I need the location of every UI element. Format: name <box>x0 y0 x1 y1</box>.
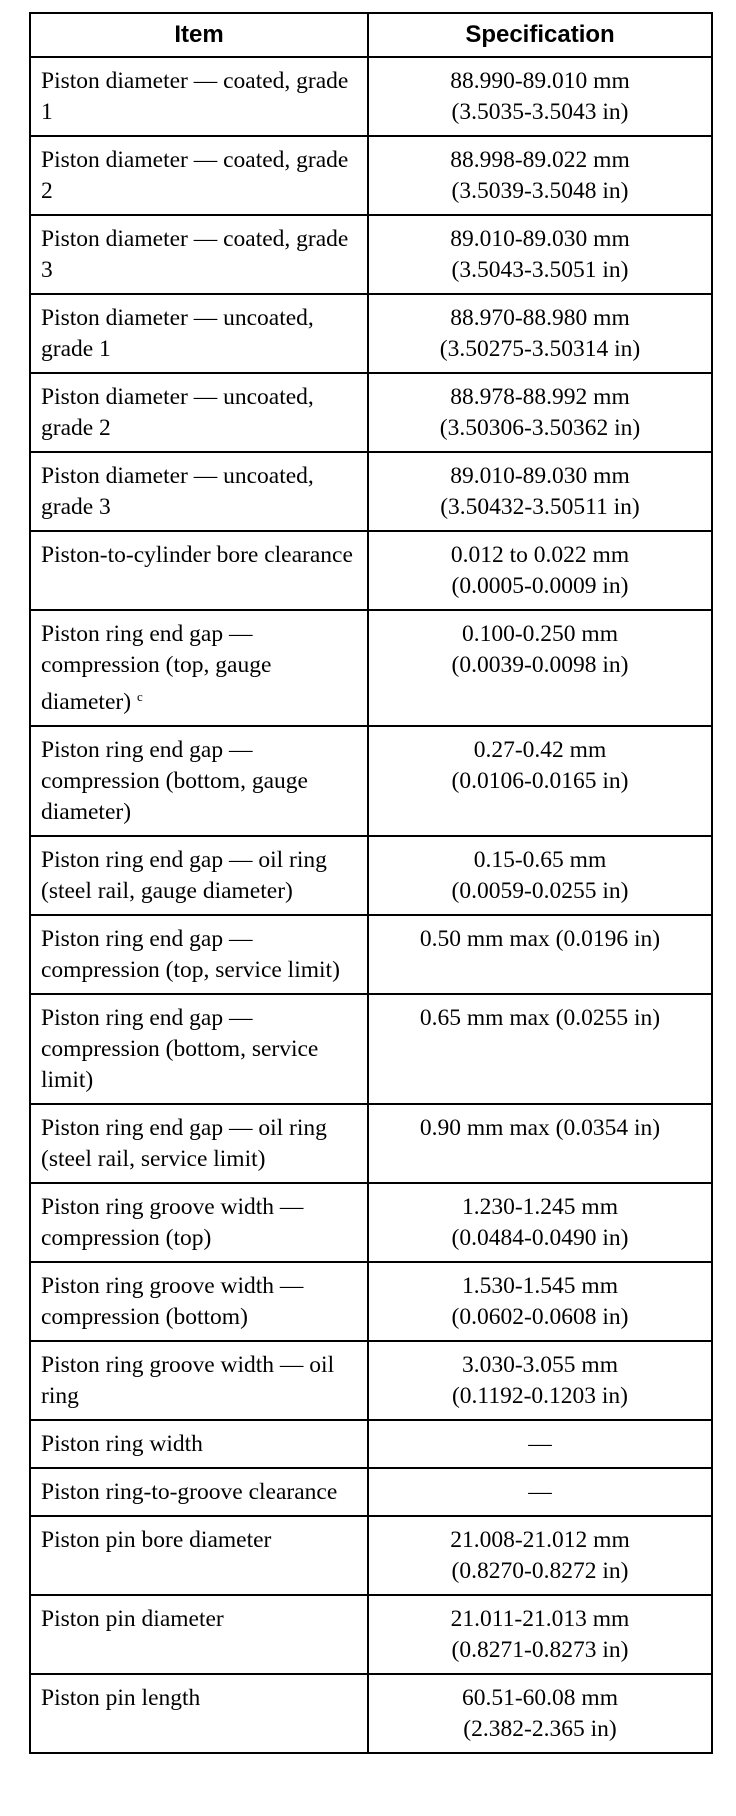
item-label: Piston-to-cylinder bore clearance <box>41 542 353 568</box>
spec-table <box>29 12 713 1754</box>
specification-cell <box>368 1595 712 1674</box>
item-label: Piston pin bore diameter <box>41 1527 272 1553</box>
item-cell <box>30 610 368 726</box>
table-row <box>30 1341 712 1420</box>
item-cell <box>30 215 368 294</box>
specification-value: (3.5035-3.5043 in) <box>451 99 629 125</box>
specification-value: (0.1192-0.1203 in) <box>451 1383 628 1409</box>
specification-cell <box>368 1262 712 1341</box>
table-row <box>30 610 712 726</box>
specification-value: (0.0602-0.0608 in) <box>451 1304 629 1330</box>
specification-value: 0.90 mm max (0.0354 in) <box>419 1115 661 1141</box>
specification-value: (3.50275-3.50314 in) <box>439 336 641 362</box>
specification-cell <box>368 610 712 726</box>
specification-value: 88.998-89.022 mm <box>450 147 630 173</box>
table-row <box>30 1262 712 1341</box>
item-cell <box>30 915 368 994</box>
specification-cell <box>368 915 712 994</box>
item-label: Piston ring groove width — compression (bottom) <box>41 1273 304 1330</box>
item-label: Piston pin diameter <box>41 1606 224 1632</box>
specification-value: — <box>528 1479 552 1505</box>
item-cell <box>30 994 368 1104</box>
item-cell <box>30 1262 368 1341</box>
item-cell <box>30 1516 368 1595</box>
item-label: Piston ring width <box>41 1431 203 1457</box>
item-cell <box>30 726 368 836</box>
specification-value: (2.382-2.365 in) <box>463 1716 617 1742</box>
specification-cell <box>368 136 712 215</box>
item-cell <box>30 531 368 610</box>
item-cell <box>30 1104 368 1183</box>
specification-cell <box>368 531 712 610</box>
specification-value: 60.51-60.08 mm <box>461 1685 618 1711</box>
item-cell <box>30 1420 368 1468</box>
item-label: Piston diameter — uncoated, grade 3 <box>41 463 314 520</box>
table-row <box>30 57 712 136</box>
specification-value: 0.15-0.65 mm <box>473 847 607 873</box>
header-item: Item <box>30 13 368 57</box>
specification-cell <box>368 1516 712 1595</box>
item-label: Piston pin length <box>41 1685 201 1711</box>
specification-value: 1.530-1.545 mm <box>461 1273 618 1299</box>
specification-value: (0.0005-0.0009 in) <box>451 573 629 599</box>
specification-value: (3.50432-3.50511 in) <box>440 494 640 520</box>
header-row <box>30 13 712 57</box>
specification-value: 88.970-88.980 mm <box>450 305 630 331</box>
specification-value: 89.010-89.030 mm <box>450 226 630 252</box>
item-label: Piston diameter — uncoated, grade 1 <box>41 305 314 362</box>
table-row <box>30 136 712 215</box>
table-row <box>30 915 712 994</box>
item-label: Piston diameter — coated, grade 1 <box>41 68 349 125</box>
item-label: Piston ring groove width — oil ring <box>41 1352 335 1409</box>
specification-cell <box>368 1420 712 1468</box>
item-label: Piston ring end gap — compression (bottom, service limit) <box>41 1005 319 1093</box>
specification-cell <box>368 1341 712 1420</box>
specification-value: 88.978-88.992 mm <box>450 384 630 410</box>
item-label: Piston diameter — coated, grade 2 <box>41 147 349 204</box>
table-row <box>30 1183 712 1262</box>
specification-value: 0.100-0.250 mm <box>461 621 618 647</box>
specification-cell <box>368 726 712 836</box>
item-cell <box>30 1468 368 1516</box>
item-label: Piston diameter — uncoated, grade 2 <box>41 384 314 441</box>
specification-cell <box>368 1104 712 1183</box>
specification-value: (0.8270-0.8272 in) <box>451 1558 629 1584</box>
item-label: Piston ring end gap — compression (top, service limit) <box>41 926 340 983</box>
specification-value: 0.27-0.42 mm <box>473 737 607 763</box>
specification-cell <box>368 1674 712 1753</box>
specification-value: (3.50306-3.50362 in) <box>439 415 641 441</box>
item-cell <box>30 1183 368 1262</box>
item-cell <box>30 1674 368 1753</box>
table-row <box>30 215 712 294</box>
specification-value: 1.230-1.245 mm <box>461 1194 618 1220</box>
specification-value: (0.0039-0.0098 in) <box>451 652 629 678</box>
table-row <box>30 1420 712 1468</box>
specification-value: 88.990-89.010 mm <box>450 68 630 94</box>
specification-value: (0.0484-0.0490 in) <box>451 1225 629 1251</box>
specification-cell <box>368 452 712 531</box>
specification-cell <box>368 57 712 136</box>
item-label: Piston diameter — coated, grade 3 <box>41 226 349 283</box>
table-row <box>30 452 712 531</box>
item-label: Piston ring groove width — compression (top) <box>41 1194 304 1251</box>
specification-value: (0.8271-0.8273 in) <box>451 1637 629 1663</box>
specification-value: 0.50 mm max (0.0196 in) <box>419 926 661 952</box>
specification-cell <box>368 1183 712 1262</box>
specification-value: (0.0106-0.0165 in) <box>451 768 629 794</box>
table-row <box>30 294 712 373</box>
specification-value: 0.012 to 0.022 mm <box>450 542 630 568</box>
specification-value: (3.5039-3.5048 in) <box>451 178 629 204</box>
specification-cell <box>368 215 712 294</box>
item-cell <box>30 373 368 452</box>
item-label: Piston ring end gap — compression (top, gauge diameter) <box>41 621 272 715</box>
item-label: Piston ring end gap — oil ring (steel rail, gauge diameter) <box>41 847 327 904</box>
specification-value: 21.011-21.013 mm <box>450 1606 630 1632</box>
table-row <box>30 1595 712 1674</box>
item-cell <box>30 452 368 531</box>
specification-cell <box>368 1468 712 1516</box>
item-cell <box>30 136 368 215</box>
specification-value: (0.0059-0.0255 in) <box>451 878 629 904</box>
table-row <box>30 531 712 610</box>
item-cell <box>30 836 368 915</box>
specification-value: 0.65 mm max (0.0255 in) <box>419 1005 661 1031</box>
item-cell <box>30 1341 368 1420</box>
header-specification: Specification <box>368 13 712 57</box>
item-label: Piston ring end gap — compression (bottom, gauge diameter) <box>41 737 308 825</box>
item-cell <box>30 294 368 373</box>
table-row <box>30 836 712 915</box>
table-row <box>30 1104 712 1183</box>
specification-value: 21.008-21.012 mm <box>450 1527 630 1553</box>
specification-value: 3.030-3.055 mm <box>461 1352 618 1378</box>
specification-cell <box>368 836 712 915</box>
item-cell <box>30 1595 368 1674</box>
table-row <box>30 1468 712 1516</box>
specification-value: (3.5043-3.5051 in) <box>451 257 629 283</box>
table-row <box>30 726 712 836</box>
specification-value: 89.010-89.030 mm <box>450 463 630 489</box>
item-label: Piston ring-to-groove clearance <box>41 1479 338 1505</box>
item-label: Piston ring end gap — oil ring (steel rail, service limit) <box>41 1115 327 1172</box>
specification-cell <box>368 994 712 1104</box>
specification-cell <box>368 373 712 452</box>
table-row <box>30 994 712 1104</box>
footnote-marker: c <box>137 689 143 704</box>
table-row <box>30 1516 712 1595</box>
specification-value: — <box>528 1431 552 1457</box>
table-row <box>30 1674 712 1753</box>
specification-cell <box>368 294 712 373</box>
table-row <box>30 373 712 452</box>
table-body <box>30 57 712 1753</box>
item-cell <box>30 57 368 136</box>
